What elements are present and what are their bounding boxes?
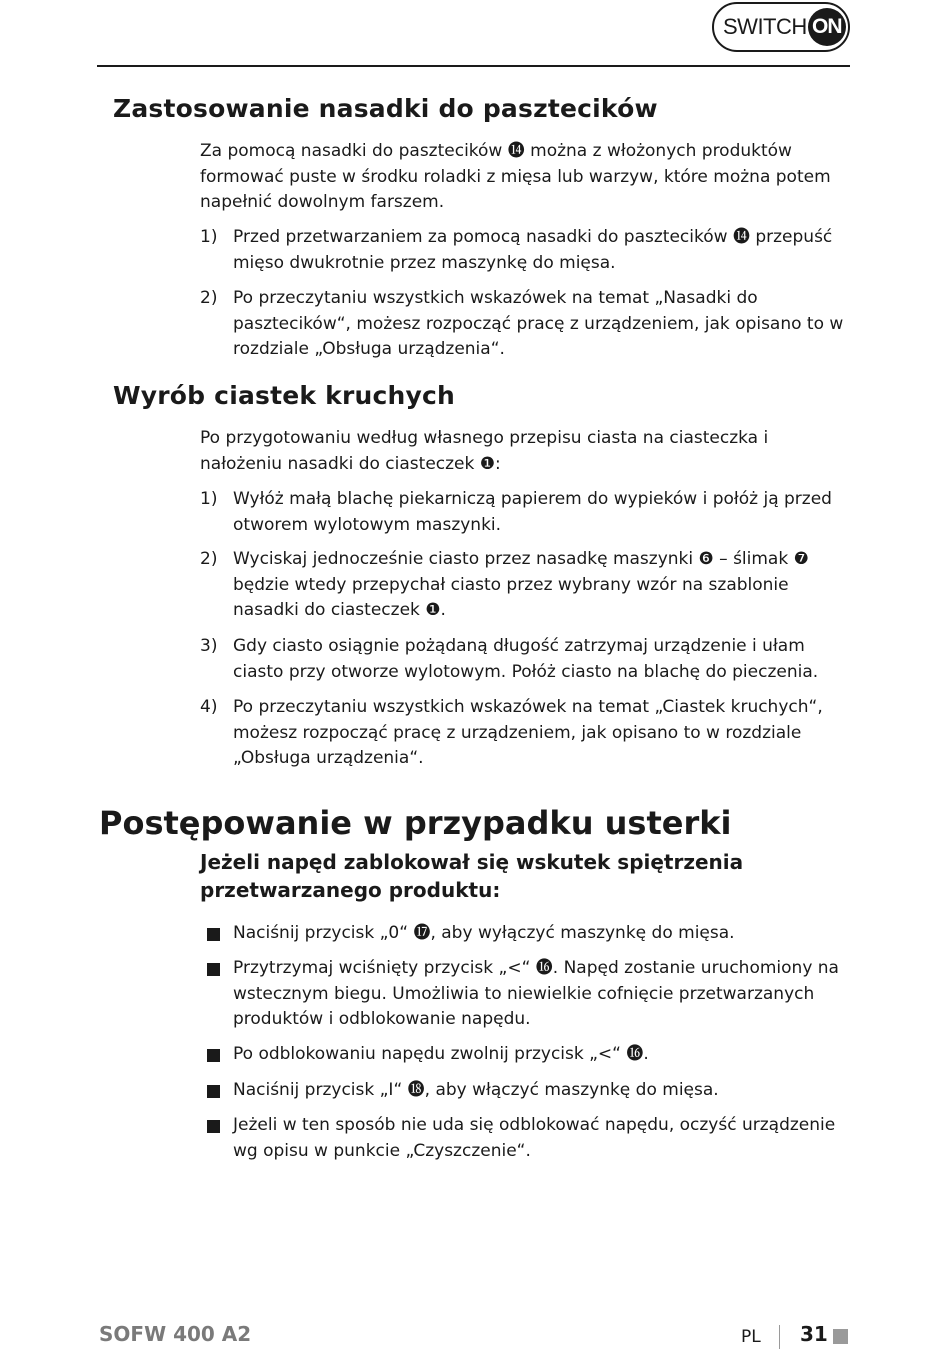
- footer-language: PL: [741, 1327, 761, 1347]
- square-bullet-icon: [200, 956, 233, 1033]
- bullet-text: Przytrzymaj wciśnięty przycisk „<“ ⓰. Napęd zostanie uruchomiony na wstecznym biegu. Umożliwia to niewielkie cofnięcie przetwarzanych produktów i odblokowanie napędu.: [233, 958, 839, 1029]
- step-number: 2): [200, 288, 218, 308]
- header-rule: [97, 65, 850, 67]
- step-text: Wyłóż małą blachę piekarniczą papierem do wypieków i połóż ją przed otworem wylotowym maszynki.: [233, 489, 832, 535]
- square-bullet-icon: [200, 921, 233, 947]
- step-text: Przed przetwarzaniem za pomocą nasadki do pasztecików ⓮ przepuść mięso dwukrotnie przez maszynkę do mięsa.: [233, 227, 833, 273]
- list-item: [200, 695, 850, 772]
- list-item: [200, 634, 850, 685]
- bullet-text: Naciśnij przycisk „0“ ⓱, aby wyłączyć maszynkę do mięsa.: [233, 923, 735, 943]
- step-text: Wyciskaj jednocześnie ciasto przez nasadkę maszynki ❻ – ślimak ❼ będzie wtedy przepychał ciasto przez wybrany wzór na szablonie nasadki do ciasteczek ❶.: [233, 549, 809, 620]
- step-text: Po przeczytaniu wszystkich wskazówek na temat „Nasadki do pasztecików“, możesz rozpocząć pracę z urządzeniem, jak opisano to w rozdziale „Obsługa urządzenia“.: [233, 288, 844, 359]
- section-title-pate-attachment: Zastosowanie nasadki do pasztecików: [113, 94, 658, 123]
- page-number: 31: [800, 1322, 828, 1346]
- bullet-text: Jeżeli w ten sposób nie uda się odblokować napędu, oczyść urządzenie wg opisu w punkcie „Czyszczenie“.: [233, 1115, 836, 1161]
- step-number: 1): [200, 227, 218, 247]
- bullet-text: Po odblokowaniu napędu zwolnij przycisk „<“ ⓰.: [233, 1044, 649, 1064]
- footer-square-icon: [833, 1329, 848, 1344]
- list-item: [200, 921, 850, 947]
- list-item: [200, 286, 850, 363]
- section3-subtitle: Jeżeli napęd zablokował się wskutek spiętrzenia przetwarzanego produktu:: [200, 850, 744, 902]
- step-number: 2): [200, 549, 218, 569]
- section-title-shortbread: Wyrób ciastek kruchych: [113, 381, 456, 410]
- step-text: Gdy ciasto osiągnie pożądaną długość zatrzymaj urządzenie i ułam ciasto przy otworze wylotowym. Połóż ciasto na blachę do pieczenia.: [233, 636, 819, 682]
- switch-on-logo: [712, 2, 850, 52]
- section2-intro: Po przygotowaniu według własnego przepisu ciasta na ciasteczka i nałożeniu nasadki do ciasteczek ❶:: [200, 428, 769, 474]
- section-title-troubleshooting: Postępowanie w przypadku usterki: [99, 804, 732, 842]
- list-item: [200, 225, 850, 276]
- bullet-text: Naciśnij przycisk „I“ ⓲, aby włączyć maszynkę do mięsa.: [233, 1080, 719, 1100]
- logo-text: SWITCH: [723, 14, 807, 39]
- list-item: [200, 1113, 850, 1164]
- step-number: 4): [200, 697, 218, 717]
- square-bullet-icon: [200, 1078, 233, 1104]
- list-item: [200, 956, 850, 1033]
- logo-on-badge: ON: [808, 8, 846, 46]
- list-item: [200, 1042, 850, 1068]
- square-bullet-icon: [200, 1042, 233, 1068]
- footer-model: SOFW 400 A2: [99, 1322, 252, 1346]
- step-text: Po przeczytaniu wszystkich wskazówek na temat „Ciastek kruchych“, możesz rozpocząć pracę z urządzeniem, jak opisano to w rozdziale „Obsługa urządzenia“.: [233, 697, 823, 768]
- section1-intro: Za pomocą nasadki do pasztecików ⓮ można z włożonych produktów formować puste w środku roladki z mięsa lub warzyw, które można potem napełnić dowolnym farszem.: [200, 141, 831, 212]
- square-bullet-icon: [200, 1113, 233, 1164]
- step-number: 3): [200, 636, 218, 656]
- list-item: [200, 1078, 850, 1104]
- list-item: [200, 547, 850, 624]
- step-number: 1): [200, 489, 218, 509]
- footer-divider: [779, 1325, 780, 1349]
- list-item: [200, 487, 850, 538]
